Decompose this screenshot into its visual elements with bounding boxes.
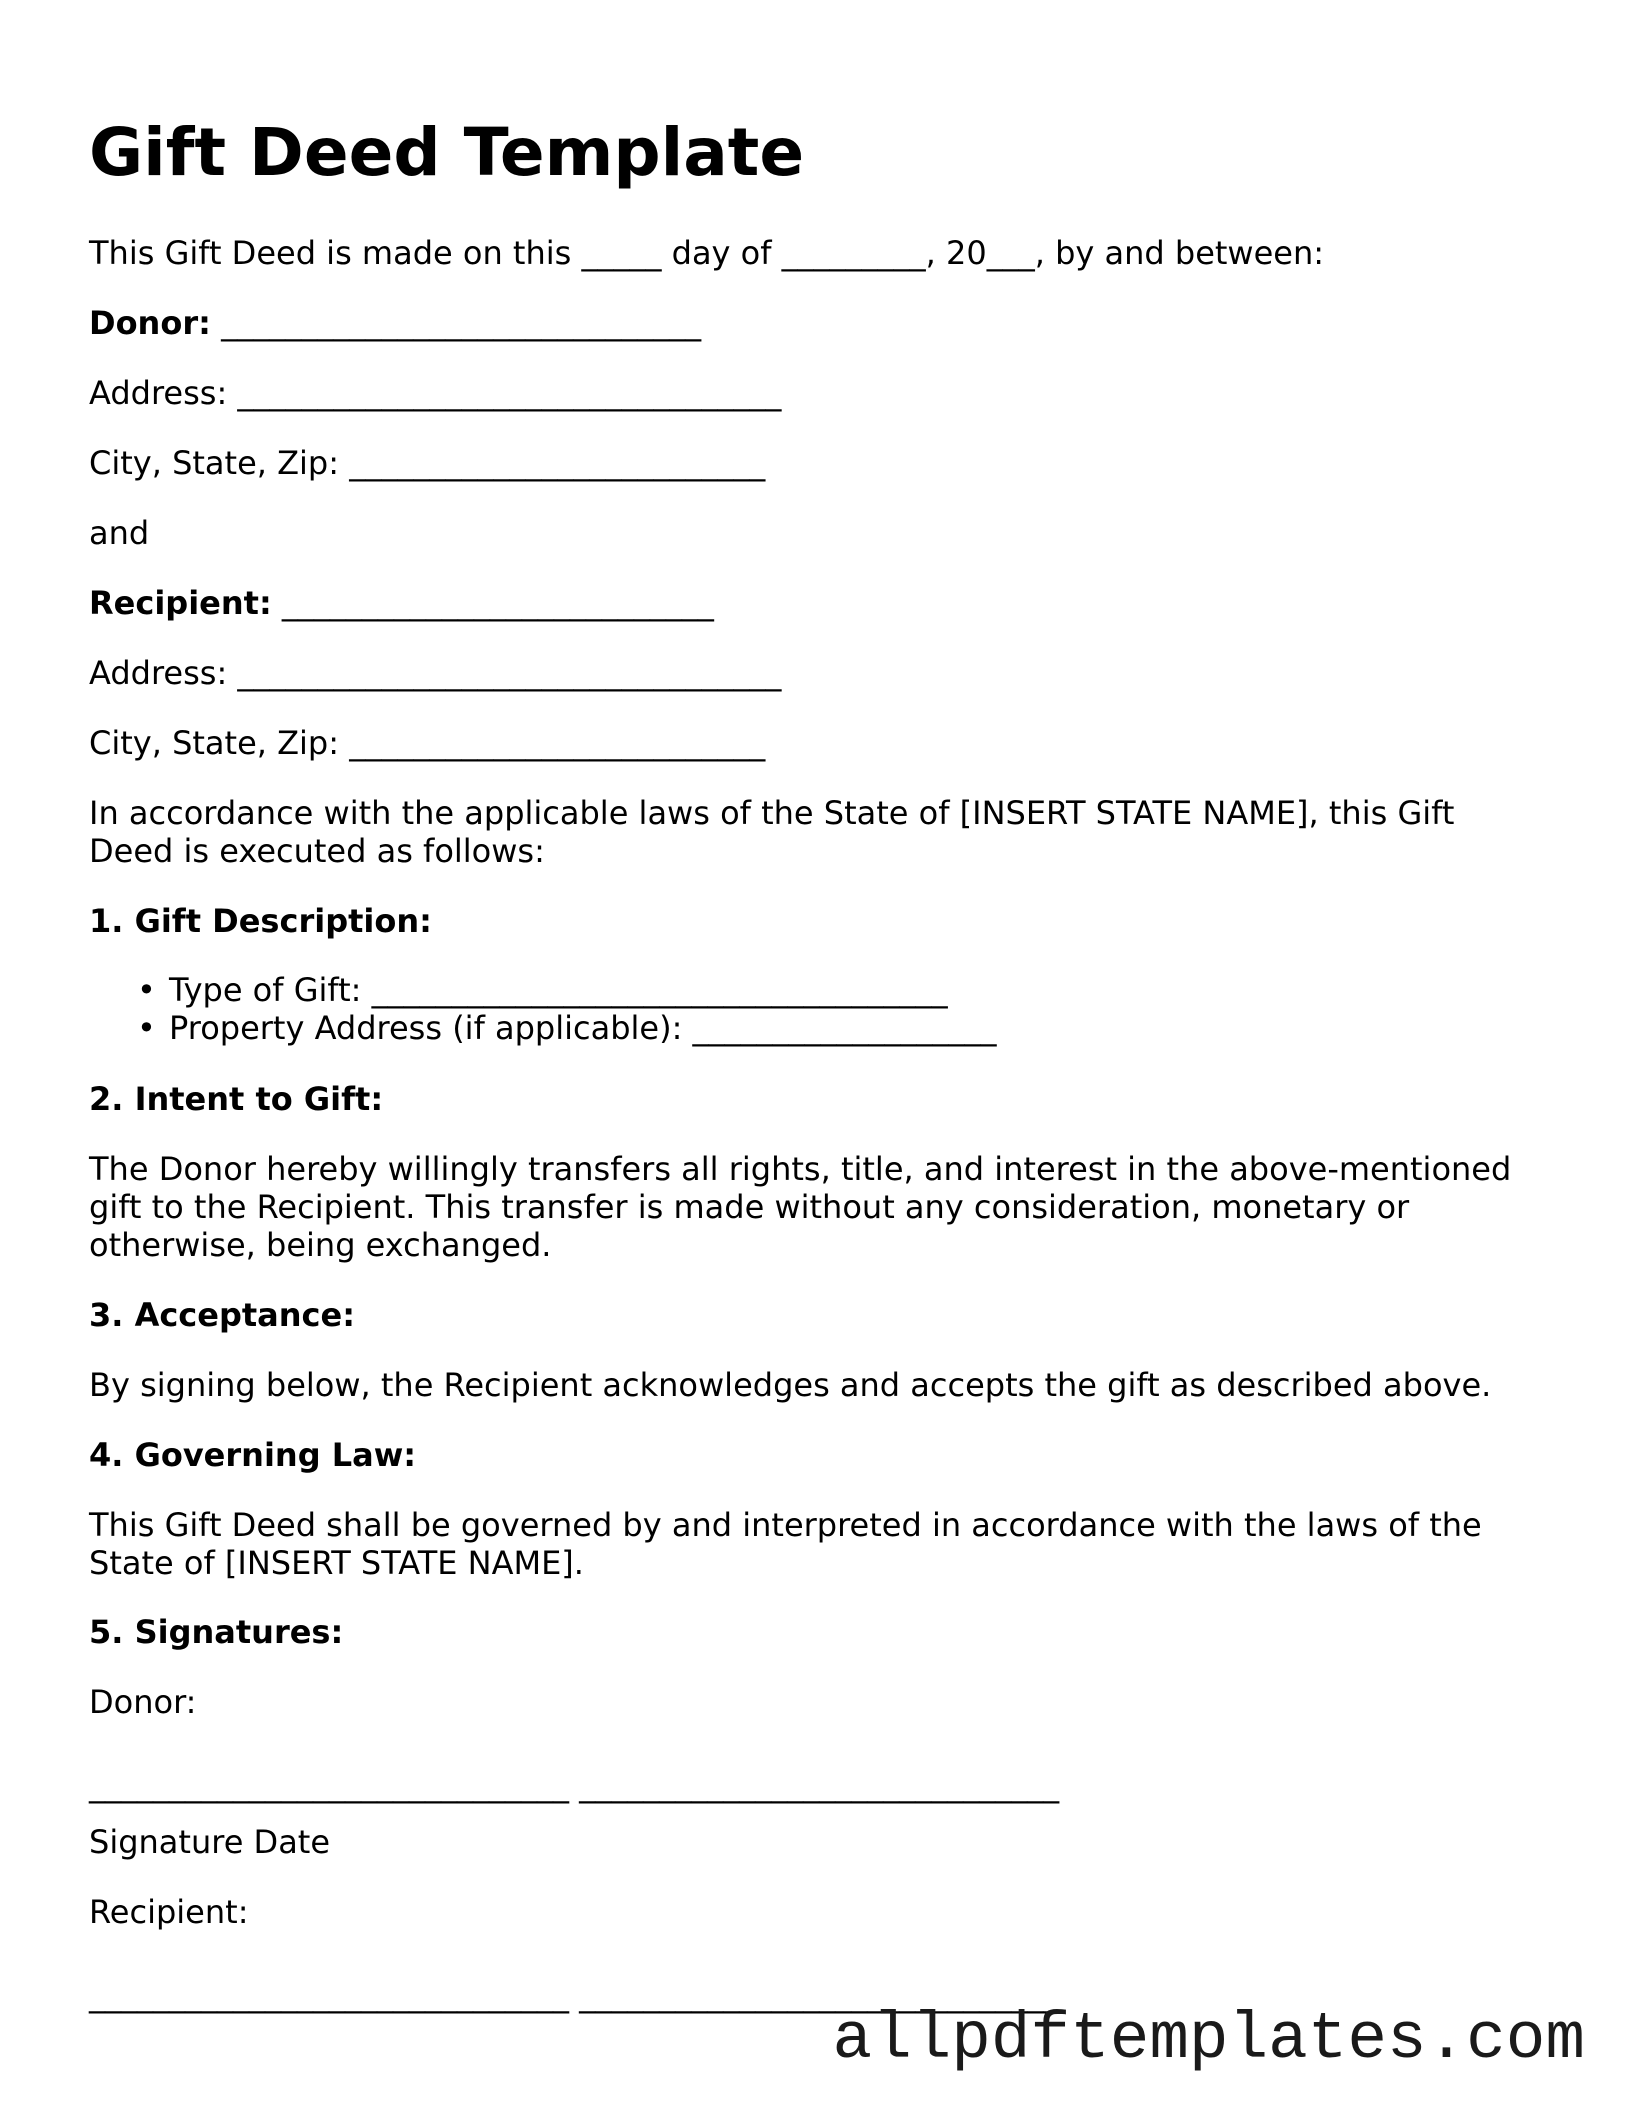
donor-name-blank: ______________________________ [221, 304, 702, 342]
recipient-line [89, 584, 714, 622]
signature-date-label: Signature Date [89, 1823, 331, 1861]
signature-recipient-label: Recipient: [89, 1893, 249, 1931]
gift-description-list [89, 971, 997, 1047]
governing-law-paragraph: This Gift Deed shall be governed by and interpreted in accordance with the laws of the State of [INSERT STATE NAME]. [89, 1506, 1482, 1582]
bullet-icon: • [137, 1009, 156, 1047]
acceptance-paragraph: By signing below, the Recipient acknowledges and accepts the gift as described above. [89, 1366, 1492, 1404]
section-heading-gift-description: 1. Gift Description: [89, 902, 432, 940]
list-item [89, 971, 997, 1009]
watermark: allpdftemplates.com [832, 2002, 1585, 2077]
signature-recipient-lines: ______________________________ ______________________________ [89, 1976, 1060, 2014]
list-item-text: Type of Gift: ____________________________________ [169, 971, 948, 1009]
intro-line: This Gift Deed is made on this _____ day of _________, 20___, by and between: [89, 234, 1325, 272]
donor-city-state-zip-line: City, State, Zip: __________________________ [89, 444, 766, 482]
section-heading-signatures: 5. Signatures: [89, 1613, 344, 1651]
intent-paragraph: The Donor hereby willingly transfers all rights, title, and interest in the above-mentioned gift to the Recipient. This transfer is made without any consideration, monetary or otherwise, being exchanged. [89, 1150, 1512, 1264]
accordance-paragraph: In accordance with the applicable laws of the State of [INSERT STATE NAME], this Gift Deed is executed as follows: [89, 794, 1455, 870]
list-item-text: Property Address (if applicable): ___________________ [169, 1009, 997, 1047]
recipient-name-blank: ___________________________ [281, 584, 714, 622]
section-heading-intent: 2. Intent to Gift: [89, 1080, 384, 1118]
signature-donor-lines: ______________________________ ______________________________ [89, 1766, 1060, 1804]
section-heading-governing-law: 4. Governing Law: [89, 1436, 417, 1474]
document-title: Gift Deed Template [89, 114, 805, 191]
recipient-label: Recipient: [89, 584, 272, 622]
recipient-address-line: Address: __________________________________ [89, 654, 782, 692]
and-text: and [89, 514, 150, 552]
donor-address-line: Address: __________________________________ [89, 374, 782, 412]
donor-line [89, 304, 701, 342]
signature-donor-label: Donor: [89, 1683, 197, 1721]
bullet-icon: • [137, 971, 156, 1009]
recipient-city-state-zip-line: City, State, Zip: __________________________ [89, 724, 766, 762]
donor-label: Donor: [89, 304, 211, 342]
list-item [89, 1009, 997, 1047]
section-heading-acceptance: 3. Acceptance: [89, 1296, 356, 1334]
